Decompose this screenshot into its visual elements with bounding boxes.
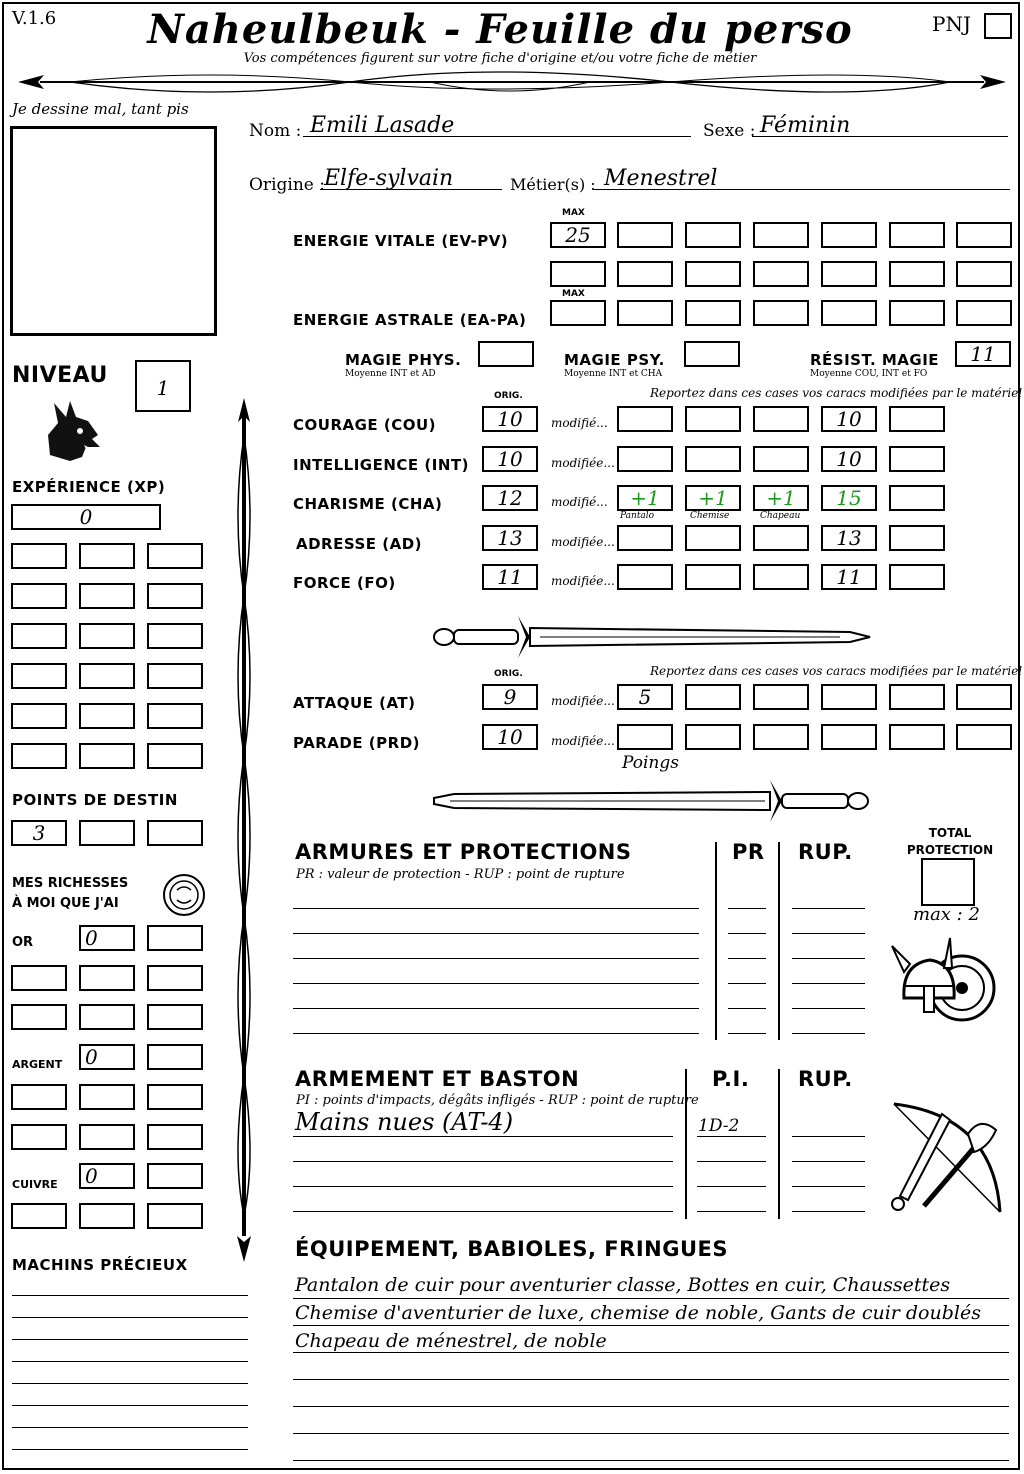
money-box[interactable] xyxy=(147,1084,203,1110)
money-box[interactable] xyxy=(147,1004,203,1030)
portrait-box[interactable] xyxy=(10,126,217,336)
ea-box[interactable] xyxy=(889,300,945,326)
carac-label: FORCE (FO) xyxy=(293,574,396,592)
magie-psy-label: MAGIE PSY. xyxy=(564,351,665,369)
equipement-underline xyxy=(293,1433,1009,1434)
ev-label: ENERGIE VITALE (EV-PV) xyxy=(293,232,509,250)
combat-mod-box[interactable] xyxy=(956,724,1012,750)
combat-label: ATTAQUE (AT) xyxy=(293,694,416,712)
carac-mod-box[interactable]: +1 xyxy=(753,485,809,511)
arme-pi-line xyxy=(697,1161,766,1162)
carac-mod-box[interactable] xyxy=(617,406,673,432)
xp-box[interactable] xyxy=(147,743,203,769)
caracs-note: Reportez dans ces cases vos caracs modifiées par le matériel xyxy=(650,386,1023,400)
carac-orig-box[interactable]: 11 xyxy=(482,564,538,590)
machins-line xyxy=(12,1361,248,1362)
xp-box[interactable] xyxy=(11,543,67,569)
xp-box[interactable] xyxy=(79,743,135,769)
carac-mod-box[interactable] xyxy=(753,406,809,432)
xp-box[interactable] xyxy=(11,583,67,609)
sword-icon xyxy=(430,776,874,826)
arme-rup-line xyxy=(792,1136,865,1137)
vertical-spear-icon xyxy=(228,396,260,1264)
ea-label: ENERGIE ASTRALE (EA-PA) xyxy=(293,311,527,329)
combat-mod-box[interactable] xyxy=(956,684,1012,710)
xp-box[interactable] xyxy=(147,543,203,569)
money-box[interactable] xyxy=(79,965,135,991)
origine-field[interactable]: Elfe-sylvain xyxy=(324,166,454,191)
arme-pi-line xyxy=(697,1211,766,1212)
combat-mod-box[interactable] xyxy=(889,724,945,750)
carac-label: INTELLIGENCE (INT) xyxy=(293,455,469,474)
sword-icon xyxy=(430,610,874,660)
ev-max-label: MAX xyxy=(562,208,585,218)
weapon-pi[interactable]: 1D-2 xyxy=(698,1116,740,1136)
version-label: V.1.6 xyxy=(12,8,57,29)
ea-box[interactable] xyxy=(685,300,741,326)
xp-box[interactable] xyxy=(79,663,135,689)
ev-box[interactable] xyxy=(821,261,877,287)
combat-mod-label: modifiée... xyxy=(551,694,615,708)
arme-line xyxy=(293,1136,673,1137)
carac-mod-box[interactable] xyxy=(617,564,673,590)
armure-rup-line xyxy=(792,908,865,909)
money-box[interactable] xyxy=(147,1203,203,1229)
niveau-box[interactable]: 1 xyxy=(135,360,191,412)
equipement-underline xyxy=(293,1298,1009,1299)
armures-col-rup: RUP. xyxy=(798,840,853,864)
machins-line xyxy=(12,1295,248,1296)
richesses-label-2: À MOI QUE J'AI xyxy=(12,896,119,911)
xp-box[interactable] xyxy=(147,623,203,649)
combat-label: PARADE (PRD) xyxy=(293,734,421,752)
carac-mod-box[interactable] xyxy=(753,564,809,590)
money-box[interactable] xyxy=(147,1044,203,1070)
ea-max-box[interactable] xyxy=(550,300,606,326)
armement-sub: PI : points d'impacts, dégâts infligés - RUP : point de rupture xyxy=(296,1093,699,1108)
equipement-underline xyxy=(293,1406,1009,1407)
combat-mod-box[interactable] xyxy=(685,724,741,750)
machins-label: MACHINS PRÉCIEUX xyxy=(12,1256,188,1274)
carac-orig-box[interactable]: 10 xyxy=(482,446,538,472)
ev-box[interactable] xyxy=(550,261,606,287)
xp-box[interactable] xyxy=(11,743,67,769)
portrait-caption: Je dessine mal, tant pis xyxy=(12,100,189,118)
ea-box[interactable] xyxy=(821,300,877,326)
combat-mod-box[interactable] xyxy=(889,684,945,710)
carac-mod-box[interactable] xyxy=(753,525,809,551)
armure-pr-line xyxy=(728,933,766,934)
armures-sub: PR : valeur de protection - RUP : point de rupture xyxy=(296,867,625,882)
xp-box[interactable] xyxy=(147,703,203,729)
carac-mod-box[interactable] xyxy=(889,485,945,511)
metier-field[interactable]: Menestrel xyxy=(604,166,718,191)
ev-box[interactable] xyxy=(685,222,741,248)
ev-box[interactable] xyxy=(617,222,673,248)
armement-divider xyxy=(778,1069,780,1219)
coin-icon xyxy=(161,872,207,918)
combat-mod-label: modifiée... xyxy=(551,734,615,748)
armure-pr-line xyxy=(728,958,766,959)
pnj-label: PNJ xyxy=(932,12,971,36)
equipement-underline xyxy=(293,1352,1009,1353)
machins-line xyxy=(12,1339,248,1340)
money-box[interactable] xyxy=(79,1004,135,1030)
carac-mod-box[interactable] xyxy=(685,564,741,590)
armure-rup-line xyxy=(792,1008,865,1009)
equipement-line[interactable]: Chemise d'aventurier de luxe, chemise de noble, Gants de cuir doublés xyxy=(295,1302,981,1324)
armures-divider xyxy=(778,842,780,1040)
armure-rup-line xyxy=(792,933,865,934)
armure-line xyxy=(293,983,699,984)
money-box[interactable] xyxy=(11,1084,67,1110)
carac-orig-box[interactable]: 12 xyxy=(482,485,538,511)
magie-phys-box[interactable] xyxy=(478,341,534,367)
carac-mod-label: modifié... xyxy=(551,416,608,430)
armure-line xyxy=(293,958,699,959)
carac-label: ADRESSE (AD) xyxy=(296,534,423,553)
xp-box[interactable] xyxy=(147,663,203,689)
carac-mod-box[interactable] xyxy=(889,446,945,472)
poings-note: Poings xyxy=(622,753,679,773)
carac-mod-box[interactable]: 11 xyxy=(821,564,877,590)
carac-mod-box[interactable] xyxy=(889,564,945,590)
pnj-checkbox[interactable] xyxy=(984,13,1012,39)
ev-box[interactable] xyxy=(956,222,1012,248)
sexe-field[interactable]: Féminin xyxy=(760,113,851,138)
armure-line xyxy=(293,908,699,909)
cuivre-box[interactable]: 0 xyxy=(79,1163,135,1189)
combat-mod-box[interactable] xyxy=(821,724,877,750)
dragon-head-icon xyxy=(40,395,106,465)
nom-field[interactable]: Emili Lasade xyxy=(310,113,455,138)
carac-mod-box[interactable] xyxy=(889,406,945,432)
xp-box[interactable] xyxy=(79,543,135,569)
machins-line xyxy=(12,1317,248,1318)
ea-box[interactable] xyxy=(956,300,1012,326)
equipement-title: ÉQUIPEMENT, BABIOLES, FRINGUES xyxy=(295,1237,728,1261)
arme-pi-line xyxy=(697,1186,766,1187)
total-protection-box[interactable] xyxy=(921,858,975,906)
cha-note-chapeau: Chapeau xyxy=(760,511,801,521)
carac-mod-box[interactable] xyxy=(685,525,741,551)
xp-box[interactable] xyxy=(11,623,67,649)
armement-divider xyxy=(685,1069,687,1219)
armement-col-pi: P.I. xyxy=(712,1067,750,1091)
equipement-underline xyxy=(293,1379,1009,1380)
page-title: Naheulbeuk - Feuille du perso xyxy=(147,6,853,53)
magie-psy-sub: Moyenne INT et CHA xyxy=(564,369,663,379)
carac-mod-label: modifié... xyxy=(551,495,608,509)
argent-box[interactable]: 0 xyxy=(79,1044,135,1070)
ev-box[interactable] xyxy=(617,261,673,287)
equipement-underline xyxy=(293,1325,1009,1326)
weapon-name[interactable]: Mains nues (AT-4) xyxy=(295,1108,514,1136)
helmet-shield-icon xyxy=(890,928,1000,1038)
arme-line xyxy=(293,1211,673,1212)
armement-title: ARMEMENT ET BASTON xyxy=(295,1067,580,1091)
destin-box[interactable] xyxy=(147,820,203,846)
xp-box[interactable] xyxy=(79,623,135,649)
xp-box[interactable]: 0 xyxy=(11,504,161,530)
money-box[interactable] xyxy=(79,1203,135,1229)
combat-orig-label: ORIG. xyxy=(494,669,523,679)
xp-box[interactable] xyxy=(11,703,67,729)
ev-box[interactable] xyxy=(685,261,741,287)
carac-mod-box[interactable] xyxy=(685,406,741,432)
carac-orig-box[interactable]: 10 xyxy=(482,406,538,432)
money-box[interactable] xyxy=(147,1163,203,1189)
machins-line xyxy=(12,1449,248,1450)
combat-note: Reportez dans ces cases vos caracs modifiées par le matériel xyxy=(650,664,1023,678)
machins-line xyxy=(12,1383,248,1384)
resist-magie-sub: Moyenne COU, INT et FO xyxy=(810,369,928,379)
machins-line xyxy=(12,1427,248,1428)
xp-label: EXPÉRIENCE (XP) xyxy=(12,478,166,496)
cha-note-chemise: Chemise xyxy=(690,511,730,521)
xp-box[interactable] xyxy=(147,583,203,609)
combat-mod-box[interactable] xyxy=(753,684,809,710)
carac-mod-box[interactable]: +1 xyxy=(685,485,741,511)
carac-mod-box[interactable]: 10 xyxy=(821,446,877,472)
destin-label: POINTS DE DESTIN xyxy=(12,791,178,809)
combat-orig-box[interactable]: 9 xyxy=(482,684,538,710)
ea-box[interactable] xyxy=(617,300,673,326)
xp-box[interactable] xyxy=(79,703,135,729)
carac-mod-box[interactable] xyxy=(753,446,809,472)
armure-line xyxy=(293,1008,699,1009)
carac-label: CHARISME (CHA) xyxy=(293,495,443,513)
sexe-label: Sexe : xyxy=(703,121,756,141)
equipement-line[interactable]: Chapeau de ménestrel, de noble xyxy=(295,1330,607,1352)
armure-pr-line xyxy=(728,1033,766,1034)
carac-mod-box[interactable]: 13 xyxy=(821,525,877,551)
machins-line xyxy=(12,1405,248,1406)
argent-label: ARGENT xyxy=(12,1058,63,1071)
ea-box[interactable] xyxy=(753,300,809,326)
xp-box[interactable] xyxy=(11,663,67,689)
cuivre-label: CUIVRE xyxy=(12,1178,58,1191)
arme-line xyxy=(293,1161,673,1162)
carac-mod-label: modifiée... xyxy=(551,455,615,470)
or-label: OR xyxy=(12,935,34,950)
armures-title: ARMURES ET PROTECTIONS xyxy=(295,840,632,864)
spear-divider-icon xyxy=(10,68,1014,104)
carac-mod-label: modifiée... xyxy=(551,534,615,549)
combat-mod-box[interactable] xyxy=(753,724,809,750)
money-box[interactable] xyxy=(11,965,67,991)
money-box[interactable] xyxy=(11,1124,67,1150)
armure-pr-line xyxy=(728,908,766,909)
magie-phys-sub: Moyenne INT et AD xyxy=(345,369,436,379)
carac-mod-box[interactable]: 15 xyxy=(821,485,877,511)
ev-max-box[interactable]: 25 xyxy=(550,222,606,248)
carac-mod-box[interactable]: +1 xyxy=(617,485,673,511)
arme-rup-line xyxy=(792,1211,865,1212)
arme-rup-line xyxy=(792,1186,865,1187)
carac-label: COURAGE (COU) xyxy=(293,416,437,434)
money-box[interactable] xyxy=(11,1004,67,1030)
armure-rup-line xyxy=(792,983,865,984)
crossed-weapons-icon xyxy=(884,1096,1008,1220)
magie-psy-box[interactable] xyxy=(684,341,740,367)
armures-divider xyxy=(715,842,717,1040)
carac-mod-box[interactable] xyxy=(685,446,741,472)
money-box[interactable] xyxy=(147,965,203,991)
equipement-line[interactable]: Pantalon de cuir pour aventurier classe, Bottes en cuir, Chaussettes xyxy=(295,1274,951,1296)
ev-box[interactable] xyxy=(753,222,809,248)
combat-mod-box[interactable] xyxy=(821,684,877,710)
ea-max-label: MAX xyxy=(562,289,585,299)
total-label-1: TOTAL xyxy=(928,826,972,840)
money-box[interactable] xyxy=(147,1124,203,1150)
carac-mod-box[interactable] xyxy=(617,525,673,551)
armure-line xyxy=(293,933,699,934)
armure-rup-line xyxy=(792,1033,865,1034)
combat-mod-box[interactable] xyxy=(617,724,673,750)
armement-col-rup: RUP. xyxy=(798,1067,853,1091)
richesses-label-1: MES RICHESSES xyxy=(12,876,129,891)
money-box[interactable] xyxy=(147,925,203,951)
carac-mod-box[interactable]: 10 xyxy=(821,406,877,432)
equipement-underline xyxy=(293,1460,1009,1461)
nom-label: Nom : xyxy=(249,121,302,141)
combat-mod-box[interactable] xyxy=(685,684,741,710)
armure-pr-line xyxy=(728,1008,766,1009)
carac-mod-label: modifiée... xyxy=(551,574,615,588)
arme-pi-line xyxy=(697,1136,766,1137)
ev-box[interactable] xyxy=(821,222,877,248)
niveau-label: NIVEAU xyxy=(12,363,108,388)
xp-box[interactable] xyxy=(79,583,135,609)
carac-orig-box[interactable]: 13 xyxy=(482,525,538,551)
money-box[interactable] xyxy=(11,1203,67,1229)
metier-label: Métier(s) : xyxy=(510,175,596,194)
armure-rup-line xyxy=(792,958,865,959)
ev-box[interactable] xyxy=(889,222,945,248)
magie-phys-label: MAGIE PHYS. xyxy=(345,351,462,369)
money-box[interactable] xyxy=(79,1084,135,1110)
carac-mod-box[interactable] xyxy=(889,525,945,551)
origine-label: Origine : xyxy=(249,175,325,195)
total-label-2: PROTECTION xyxy=(906,843,994,857)
resist-magie-label: RÉSIST. MAGIE xyxy=(810,351,940,369)
ev-box[interactable] xyxy=(889,261,945,287)
armure-line xyxy=(293,1033,699,1034)
armure-pr-line xyxy=(728,983,766,984)
or-box[interactable]: 0 xyxy=(79,925,135,951)
page-subtitle: Vos compétences figurent sur votre fiche d'origine et/ou votre fiche de métier xyxy=(243,51,757,66)
max-note: max : 2 xyxy=(913,904,980,925)
carac-mod-box[interactable] xyxy=(617,446,673,472)
ev-box[interactable] xyxy=(753,261,809,287)
money-box[interactable] xyxy=(79,1124,135,1150)
resist-magie-box[interactable]: 11 xyxy=(955,341,1011,367)
cha-note-pantalo: Pantalo xyxy=(620,511,655,521)
arme-line xyxy=(293,1186,673,1187)
ev-box[interactable] xyxy=(956,261,1012,287)
combat-orig-box[interactable]: 10 xyxy=(482,724,538,750)
arme-rup-line xyxy=(792,1161,865,1162)
combat-mod-box[interactable]: 5 xyxy=(617,684,673,710)
destin-box[interactable] xyxy=(79,820,135,846)
destin-box[interactable]: 3 xyxy=(11,820,67,846)
caracs-orig-label: ORIG. xyxy=(494,391,523,401)
armures-col-pr: PR xyxy=(732,840,765,864)
